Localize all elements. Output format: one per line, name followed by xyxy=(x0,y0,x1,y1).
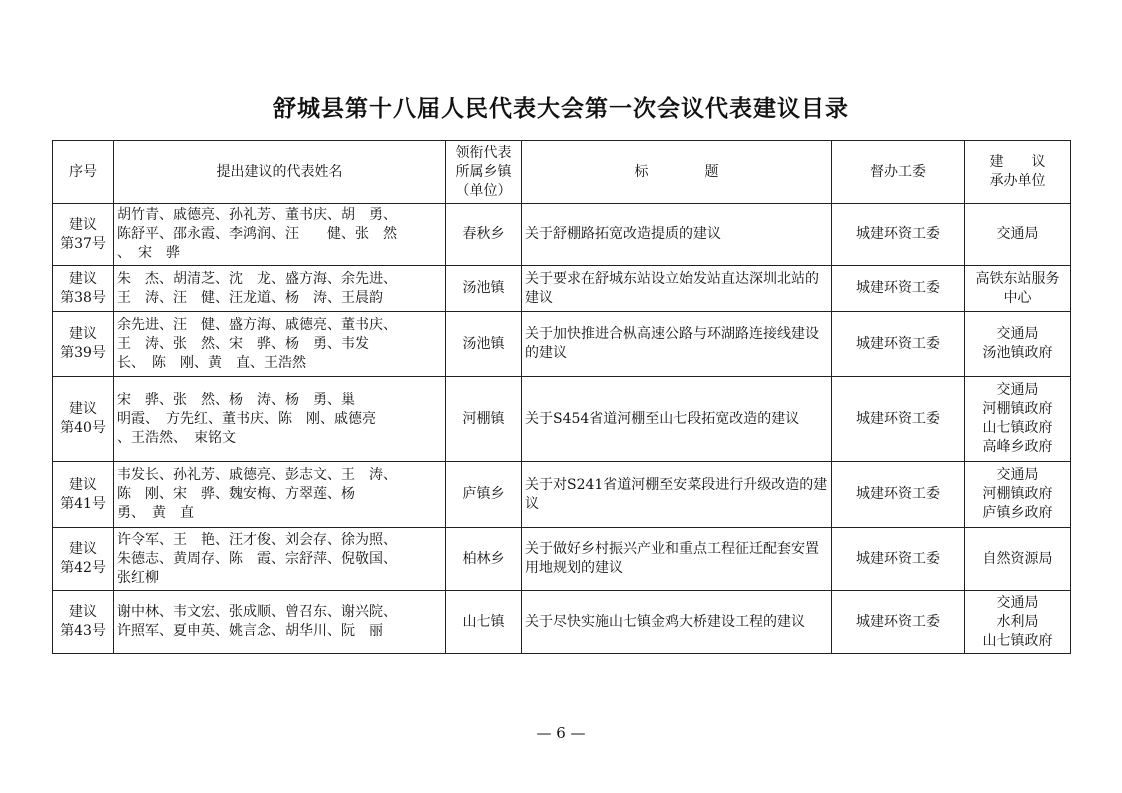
header-subject: 标 题 xyxy=(522,141,832,204)
header-num: 序号 xyxy=(53,141,114,204)
handling-unit xyxy=(965,528,1071,591)
supervising-committee: 城建环资工委 xyxy=(832,528,965,591)
table-row xyxy=(53,462,1071,528)
representative-names-line: 宋 骅、张 然、杨 涛、杨 勇、巢 xyxy=(117,391,355,408)
representative-names-line: 长、 陈 刚、黄 直、王浩然 xyxy=(117,354,306,371)
supervising-committee: 城建环资工委 xyxy=(832,377,965,462)
proposal-number xyxy=(53,528,114,591)
representative-names xyxy=(114,462,446,528)
handling-unit-line: 汤池镇政府 xyxy=(982,345,1053,361)
representative-names-line: 陈舒平、邵永霞、李鸿润、汪 健、张 然 xyxy=(117,226,397,242)
proposal-number-line: 建议 xyxy=(69,216,97,233)
handling-unit-line: 高铁东站服务 xyxy=(975,270,1060,287)
proposal-title: 关于做好乡村振兴产业和重点工程征迁配套安置用地规划的建议 xyxy=(522,528,832,591)
page-title: 舒城县第十八届人民代表大会第一次会议代表建议目录 xyxy=(273,95,849,122)
supervising-committee: 城建环资工委 xyxy=(832,312,965,377)
proposal-title: 关于对S241省道河棚至安菜段进行升级改造的建议 xyxy=(522,462,832,528)
handling-unit-line: 河棚镇政府 xyxy=(982,401,1053,417)
handling-unit-line: 交通局 xyxy=(996,326,1039,342)
supervising-committee: 城建环资工委 xyxy=(832,591,965,654)
representative-names-line: 王 涛、张 然、宋 骅、杨 勇、韦发 xyxy=(117,335,369,352)
proposal-title: 关于加快推进合枞高速公路与环湖路连接线建设的建议 xyxy=(522,312,832,377)
representative-names-line: 胡竹青、戚德亮、孙礼芳、董书庆、胡 勇、 xyxy=(117,207,397,223)
table-row xyxy=(53,204,1071,266)
handling-unit xyxy=(965,204,1071,266)
supervising-committee: 城建环资工委 xyxy=(832,204,965,266)
handling-unit-line: 交通局 xyxy=(996,467,1039,483)
handling-unit-line: 庐镇乡政府 xyxy=(982,505,1053,521)
representative-names-line: 明霞、 方先红、董书庆、陈 刚、戚德亮 xyxy=(117,410,376,427)
proposal-number-line: 第38号 xyxy=(60,289,106,306)
proposal-number-line: 第41号 xyxy=(60,495,106,512)
proposal-title: 关于尽快实施山七镇金鸡大桥建设工程的建议 xyxy=(522,591,832,654)
proposal-title: 关于要求在舒城东站设立始发站直达深圳北站的建议 xyxy=(522,266,832,312)
lead-town: 山七镇 xyxy=(446,591,522,654)
lead-town: 汤池镇 xyxy=(446,312,522,377)
proposal-number-line: 建议 xyxy=(69,401,97,417)
representative-names-line: 余先进、汪 健、盛方海、戚德亮、董书庆、 xyxy=(117,316,397,333)
proposal-number xyxy=(53,591,114,654)
proposal-number-line: 建议 xyxy=(69,326,97,342)
representative-names-line: 、 宋 骅 xyxy=(117,245,180,261)
header-unit: 建 议 承办单位 xyxy=(965,141,1071,204)
header-supervisor: 督办工委 xyxy=(832,141,965,204)
table-row xyxy=(53,266,1071,312)
representative-names-line: 许照军、夏申英、姚言念、胡华川、阮 丽 xyxy=(117,623,383,639)
proposal-number xyxy=(53,312,114,377)
representative-names xyxy=(114,266,446,312)
handling-unit-line: 交通局 xyxy=(996,594,1039,611)
handling-unit xyxy=(965,377,1071,462)
proposal-number-line: 第42号 xyxy=(60,560,106,576)
representative-names xyxy=(114,528,446,591)
representative-names-line: 韦发长、孙礼芳、戚德亮、彭志文、王 涛、 xyxy=(117,467,397,483)
proposal-number-line: 第43号 xyxy=(60,623,106,639)
handling-unit-line: 山七镇政府 xyxy=(982,632,1053,649)
supervising-committee: 城建环资工委 xyxy=(832,462,965,528)
header-town: 领衔代表 所属乡镇 （单位） xyxy=(446,141,522,204)
representative-names-line: 陈 刚、宋 骅、魏安梅、方翠莲、杨 xyxy=(117,486,355,502)
page-number: — 6 — xyxy=(536,724,586,742)
lead-town: 汤池镇 xyxy=(446,266,522,312)
representative-names-line: 许令军、王 艳、汪才俊、刘会存、徐为照、 xyxy=(117,531,397,548)
table-row xyxy=(53,591,1071,654)
table-row xyxy=(53,312,1071,377)
handling-unit-line: 河棚镇政府 xyxy=(982,486,1053,502)
proposal-number-line: 建议 xyxy=(69,270,97,287)
proposal-table xyxy=(52,140,1071,654)
proposal-number xyxy=(53,377,114,462)
representative-names xyxy=(114,204,446,266)
handling-unit-line: 交通局 xyxy=(996,382,1039,398)
handling-unit xyxy=(965,266,1071,312)
table-row xyxy=(53,528,1071,591)
representative-names-line: 王 涛、汪 健、汪龙道、杨 涛、王晨韵 xyxy=(117,289,383,306)
proposal-title: 关于S454省道河棚至山七段拓宽改造的建议 xyxy=(522,377,832,462)
representative-names-line: 、王浩然、 束铭文 xyxy=(117,429,236,446)
representative-names-line: 谢中林、韦文宏、张成顺、曾召东、谢兴院、 xyxy=(117,604,397,620)
lead-town: 河棚镇 xyxy=(446,377,522,462)
representative-names-line: 朱 杰、胡清芝、沈 龙、盛方海、余先进、 xyxy=(117,270,397,287)
representative-names xyxy=(114,377,446,462)
lead-town: 庐镇乡 xyxy=(446,462,522,528)
representative-names xyxy=(114,591,446,654)
handling-unit xyxy=(965,462,1071,528)
handling-unit-line: 自然资源局 xyxy=(982,550,1053,567)
proposal-number-line: 建议 xyxy=(69,541,97,557)
proposal-number xyxy=(53,204,114,266)
representative-names xyxy=(114,312,446,377)
proposal-number xyxy=(53,462,114,528)
proposal-number-line: 第37号 xyxy=(60,235,106,252)
proposal-title: 关于舒棚路拓宽改造提质的建议 xyxy=(522,204,832,266)
proposal-number-line: 第39号 xyxy=(60,345,106,361)
table-row xyxy=(53,377,1071,462)
proposal-number-line: 建议 xyxy=(69,604,97,620)
handling-unit-line: 水利局 xyxy=(996,613,1039,630)
header-names: 提出建议的代表姓名 xyxy=(114,141,446,204)
handling-unit xyxy=(965,591,1071,654)
handling-unit-line: 山七镇政府 xyxy=(982,420,1053,436)
handling-unit xyxy=(965,312,1071,377)
lead-town: 春秋乡 xyxy=(446,204,522,266)
lead-town: 柏林乡 xyxy=(446,528,522,591)
supervising-committee: 城建环资工委 xyxy=(832,266,965,312)
handling-unit-line: 中心 xyxy=(1003,289,1032,306)
handling-unit-line: 交通局 xyxy=(996,226,1039,242)
representative-names-line: 勇、 黄 直 xyxy=(117,505,194,521)
table-header-row xyxy=(53,141,1071,204)
proposal-number xyxy=(53,266,114,312)
handling-unit-line: 高峰乡政府 xyxy=(982,439,1053,455)
proposal-number-line: 第40号 xyxy=(60,420,106,436)
representative-names-line: 朱德志、黄周存、陈 霞、宗舒萍、倪敬国、 xyxy=(117,550,397,567)
proposal-number-line: 建议 xyxy=(69,476,97,493)
representative-names-line: 张红柳 xyxy=(117,569,159,586)
